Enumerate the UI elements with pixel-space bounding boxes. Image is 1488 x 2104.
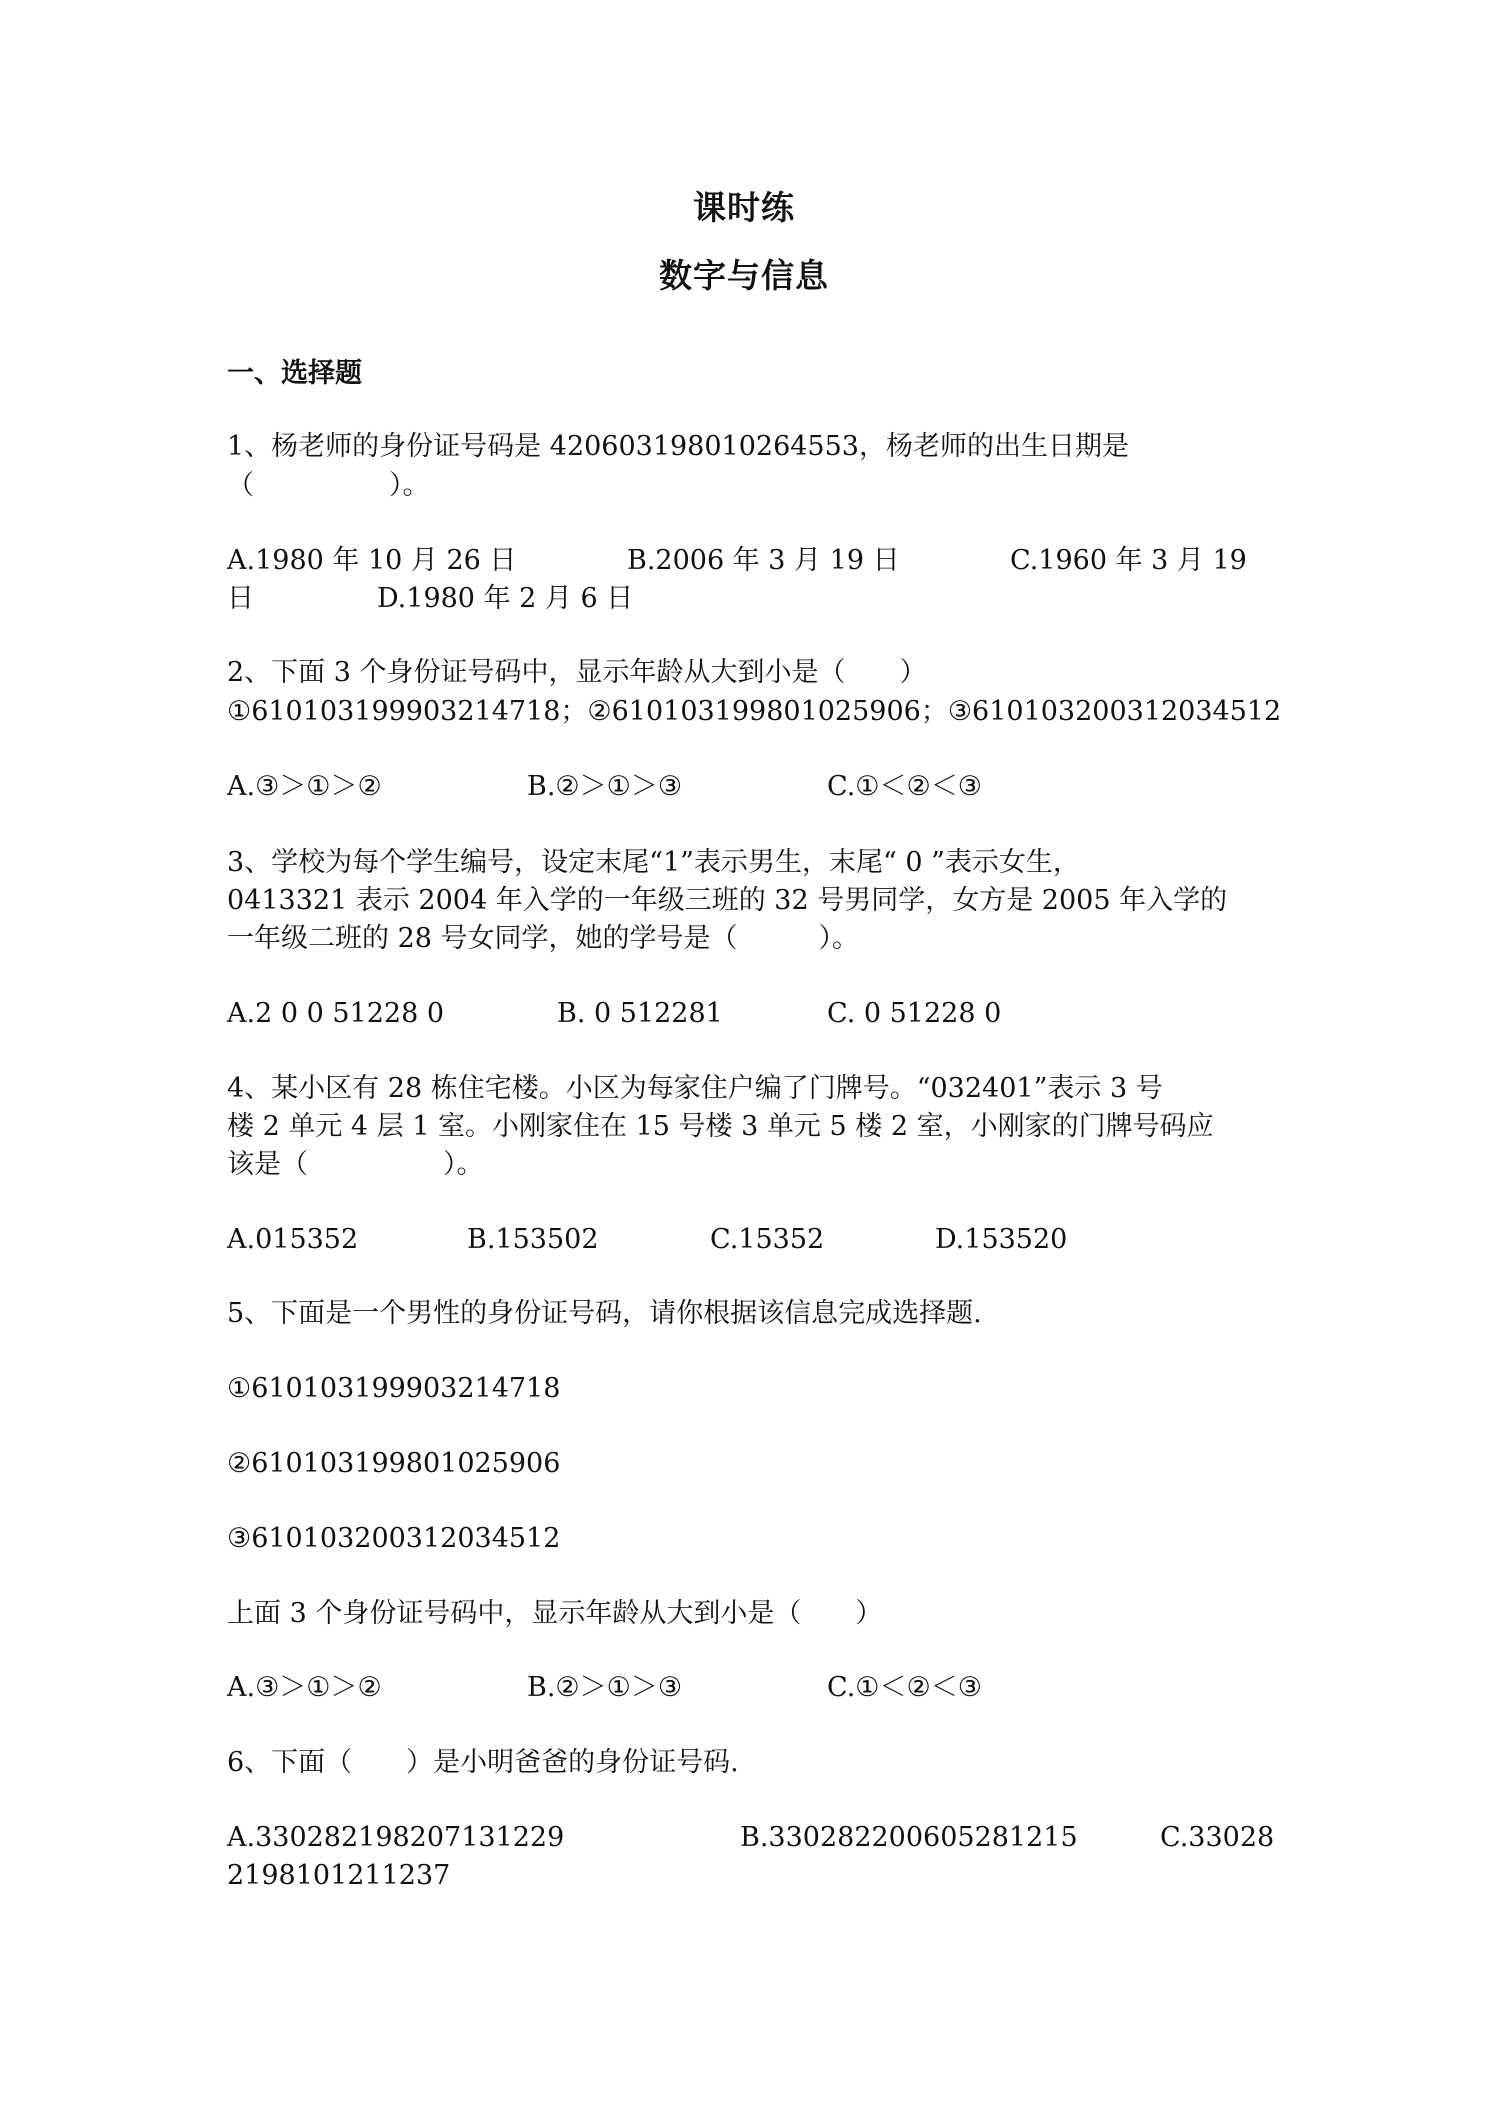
question-3-text-line-3: 一年级二班的 28 号女同学，她的学号是（ ）。 bbox=[227, 923, 860, 954]
question-4-option-d: D.153520 bbox=[935, 1224, 1068, 1255]
question-5-id-3: ③610103200312034512 bbox=[227, 1523, 561, 1554]
question-5-option-b: B.②＞①＞③ bbox=[527, 1672, 683, 1703]
question-4-text-line-3: 该是（ ）。 bbox=[227, 1149, 484, 1180]
question-1-option-a: A.1980 年 10 月 26 日 bbox=[227, 545, 517, 576]
question-6-option-b: B.330282200605281215 bbox=[740, 1822, 1078, 1853]
question-1-blank: （ ）。 bbox=[227, 470, 430, 501]
question-5-option-a: A.③＞①＞② bbox=[227, 1672, 382, 1703]
question-3-text-line-1: 3、学校为每个学生编号，设定末尾“1”表示男生，末尾“ 0 ”表示女生， bbox=[227, 847, 1080, 878]
document-subtitle: 数字与信息 bbox=[659, 256, 829, 295]
question-5-id-1: ①610103199903214718 bbox=[227, 1373, 561, 1404]
question-3-option-c: C. 0 51228 0 bbox=[827, 998, 1002, 1029]
question-5-prompt: 上面 3 个身份证号码中，显示年龄从大到小是（ ） bbox=[227, 1598, 883, 1629]
question-2-option-a: A.③＞①＞② bbox=[227, 771, 382, 802]
question-2-option-b: B.②＞①＞③ bbox=[527, 771, 683, 802]
question-6-option-a: A.330282198207131229 bbox=[227, 1822, 565, 1853]
question-6-text: 6、下面（ ）是小明爸爸的身份证号码. bbox=[227, 1747, 739, 1778]
question-4-option-b: B.153502 bbox=[467, 1224, 599, 1255]
question-4-text-line-2: 楼 2 单元 4 层 1 室。小刚家住在 15 号楼 3 单元 5 楼 2 室，小刚家的门牌号码应 bbox=[227, 1111, 1214, 1142]
question-1-option-d: D.1980 年 2 月 6 日 bbox=[377, 583, 634, 614]
question-4-option-c: C.15352 bbox=[710, 1224, 825, 1255]
question-3-option-a: A.2 0 0 51228 0 bbox=[227, 998, 445, 1029]
question-2-id-numbers: ①610103199903214718；②610103199801025906；③610103200312034512 bbox=[227, 696, 1282, 727]
question-5-text: 5、下面是一个男性的身份证号码，请你根据该信息完成选择题. bbox=[227, 1298, 982, 1329]
document-title: 课时练 bbox=[693, 188, 795, 227]
question-4-option-a: A.015352 bbox=[227, 1224, 359, 1255]
question-5-id-2: ②610103199801025906 bbox=[227, 1448, 561, 1479]
question-1-option-b: B.2006 年 3 月 19 日 bbox=[627, 545, 900, 576]
question-6-option-c: C.33028 bbox=[1160, 1822, 1275, 1853]
question-6-option-c-continued: 2198101211237 bbox=[227, 1860, 451, 1891]
question-1-text: 1、杨老师的身份证号码是 420603198010264553，杨老师的出生日期是 bbox=[227, 431, 1129, 462]
question-2-option-c: C.①＜②＜③ bbox=[827, 771, 982, 802]
question-2-text: 2、下面 3 个身份证号码中，显示年龄从大到小是（ ） bbox=[227, 657, 927, 688]
question-1-option-c-continued: 日 bbox=[227, 583, 254, 614]
question-4-text-line-1: 4、某小区有 28 栋住宅楼。小区为每家住户编了门牌号。“032401”表示 3 号 bbox=[227, 1073, 1163, 1104]
question-3-text-line-2: 0413321 表示 2004 年入学的一年级三班的 32 号男同学，女方是 2005 年入学的 bbox=[227, 885, 1228, 916]
question-3-option-b: B. 0 512281 bbox=[557, 998, 723, 1029]
question-5-option-c: C.①＜②＜③ bbox=[827, 1672, 982, 1703]
section-heading: 一、选择题 bbox=[227, 358, 362, 389]
question-1-option-c: C.1960 年 3 月 19 bbox=[1010, 545, 1247, 576]
